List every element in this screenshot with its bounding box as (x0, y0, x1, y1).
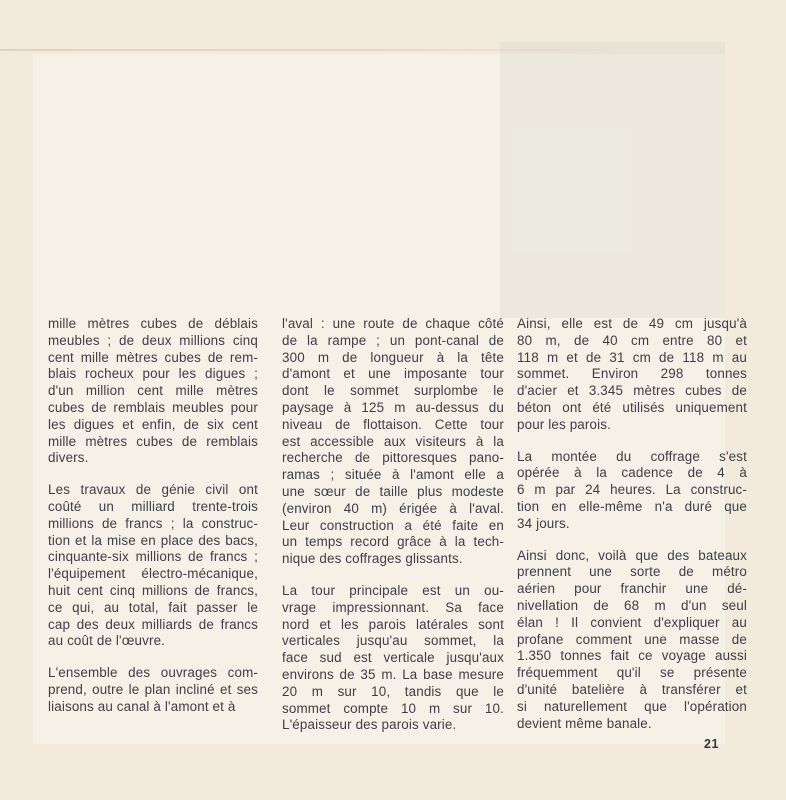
text-line: L'ensemble des ouvrages com- (48, 665, 258, 681)
text-column-right (517, 316, 747, 732)
text-line: opérée à la cadence de 4 à (517, 465, 747, 481)
text-line: L'épaisseur des parois varie. (282, 717, 457, 733)
text-line: face sud est verticale jusqu'aux (282, 650, 504, 666)
text-line: d'unité batelière à transférer et (517, 681, 747, 697)
text-line: liaisons au canal à l'amont et à (48, 698, 236, 714)
text-line: cinquante-six millions de francs ; (48, 549, 258, 565)
text-line: est accessible aux visiteurs à la (282, 433, 504, 449)
text-line: Leur construction a été faite en (282, 517, 504, 533)
text-line: niveau de flottaison. Cette tour (282, 416, 504, 432)
text-line: huit cent cinq millions de francs, (48, 582, 258, 598)
text-line: un temps record grâce à la tech- (282, 534, 504, 550)
paragraph (517, 548, 747, 733)
text-line: profane comment une masse de (517, 631, 747, 647)
text-line: mille mètres cubes de déblais (48, 316, 258, 331)
page-number: 21 (704, 737, 719, 751)
scan-tint-overlay (500, 42, 725, 318)
text-line: 20 m sur 10, tandis que le (282, 683, 504, 699)
paragraph (282, 316, 504, 568)
text-line: environs de 35 m. La base mesure (282, 666, 504, 682)
paragraph (282, 583, 504, 734)
text-line: sommet. Environ 298 tonnes (517, 366, 747, 382)
paragraph (48, 482, 258, 650)
text-line: tion en elle-même n'a duré que (517, 498, 747, 514)
text-line: tion et la mise en place des bacs, (48, 532, 258, 548)
text-line: l'aval : une route de chaque côté (282, 316, 504, 331)
text-line: 1.350 tonnes fait ce voyage aussi (517, 648, 747, 664)
text-line: de la rampe ; un pont-canal de (282, 332, 504, 348)
text-line: 6 m par 24 heures. La construc- (517, 482, 747, 498)
text-line: cent mille mètres cubes de rem- (48, 349, 258, 365)
text-line: millions de francs ; la construc- (48, 515, 258, 531)
text-line: élan ! Il convient d'expliquer au (517, 614, 747, 630)
text-line: divers. (48, 450, 89, 466)
text-line: Ainsi, elle est de 49 cm jusqu'à (517, 316, 747, 331)
text-line: ce qui, au total, fait passer le (48, 599, 258, 615)
text-line: ramas ; située à l'amont elle a (282, 467, 504, 483)
paragraph (517, 316, 747, 434)
paragraph (517, 449, 747, 533)
text-line: 34 jours. (517, 515, 570, 531)
scan-crease-line (0, 49, 620, 51)
text-line: Ainsi donc, voilà que des bateaux (517, 547, 747, 563)
text-line: mille mètres cubes de remblais (48, 433, 258, 449)
text-line: l'équipement électro-mécanique, (48, 566, 258, 582)
text-line: les digues et enfin, de six cent (48, 416, 258, 432)
text-line: cubes de remblais meubles pour (48, 399, 258, 415)
text-line: cap des deux milliards de francs (48, 616, 258, 632)
text-line: coûté un milliard trente-trois (48, 498, 258, 514)
text-column-left (48, 316, 258, 716)
text-line: une sœur de taille plus modeste (282, 483, 504, 499)
text-line: devient même banale. (517, 715, 652, 731)
text-line: d'un million cent mille mètres (48, 383, 258, 399)
text-line: béton ont été utilisés uniquement (517, 399, 747, 415)
text-column-middle (282, 316, 504, 734)
paragraph (48, 665, 258, 715)
text-line: (environ 40 m) érigée à l'aval. (282, 500, 504, 516)
text-line: La tour principale est un ou- (282, 582, 504, 598)
text-line: aérien pour franchir une dé- (517, 581, 747, 597)
text-line: nivellation de 68 m d'un seul (517, 597, 747, 613)
text-line: meubles ; de deux millions cinq (48, 332, 258, 348)
text-line: prennent une sorte de métro (517, 564, 747, 580)
text-line: blais rocheux pour les digues ; (48, 366, 258, 382)
text-line: sommet compte 10 m sur 10. (282, 700, 504, 716)
text-line: prend, outre le plan incliné et ses (48, 681, 258, 697)
text-line: recherche de pittoresques pano- (282, 450, 504, 466)
text-line: verticales jusqu'au sommet, la (282, 633, 504, 649)
text-line: fréquemment qu'il se présente (517, 665, 747, 681)
text-line: nord et les parois latérales sont (282, 616, 504, 632)
text-line: si naturellement que l'opération (517, 698, 747, 714)
text-line: pour les parois. (517, 416, 611, 432)
text-line: 118 m et de 31 cm de 118 m au (517, 349, 747, 365)
text-line: d'amont et une imposante tour (282, 366, 504, 382)
paragraph (48, 316, 258, 467)
text-line: paysage à 125 m au-dessus du (282, 399, 504, 415)
text-line: nique des coffrages glissants. (282, 551, 463, 567)
text-line: d'acier et 3.345 mètres cubes de (517, 383, 747, 399)
text-line: La montée du coffrage s'est (517, 448, 747, 464)
text-line: dont le sommet surplombe le (282, 383, 504, 399)
text-line: 80 m, de 40 cm entre 80 et (517, 332, 747, 348)
text-line: Les travaux de génie civil ont (48, 482, 258, 498)
text-line: vrage impressionnant. Sa face (282, 599, 504, 615)
text-line: au coût de l'œuvre. (48, 633, 166, 649)
text-line: 300 m de longueur à la tête (282, 349, 504, 365)
